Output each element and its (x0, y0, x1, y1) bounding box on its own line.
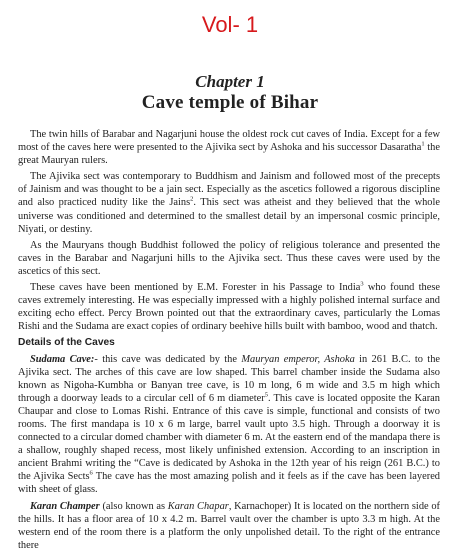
paragraph-ajivika: The Ajivika sect was contemporary to Buddhism and Jainism and followed most of the precepts of Jainism and was thought to be a jain sect. Especially as the ascetics followed a rigorous discipline and also practiced nudity like the Jains$^2$. This sect was atheist and they believed that the whole universe was conditioned and determined to the smallest detail by an impersonal cosmic principle, Niyati, or destiny. (18, 171, 440, 235)
footnote-ref: 1 (421, 140, 425, 148)
paragraph-intro: The twin hills of Barabar and Nagarjuni house the oldest rock cut caves of India. Except for a few most of the caves here were presented to the Ajivika sect by Ashoka and his successor Dasaratha$^1$ the great Mauryan rulers. (18, 129, 440, 167)
sudama-lead: Sudama Cave: (30, 353, 95, 365)
chapter-title: Cave temple of Bihar (141, 92, 319, 113)
section-heading-details: Details of the Caves (18, 337, 115, 349)
footnote-ref: 2 (190, 196, 194, 203)
chapter-body (18, 128, 440, 555)
footnote-ref: 5 (264, 391, 268, 399)
paragraph-mauryans: As the Mauryans though Buddhist followed the policy of religious tolerance and presented the caves in the Barabar and Nagarjuni hills to the Ajivika sect. Thus these caves were used by the ascetics of this sect. (18, 239, 440, 277)
paragraph-karan-champer: Karan Champer (also known as Karan Chapar, Karnachoper) It is located on the northern side of the hills. It has a floor area of 10 x 4.2 m. Barrel vault over the chamber is upto 3.3 m high. At the western end of the room there is a platform the only unpolished detail. To the right of the entrance there (18, 500, 441, 551)
volume-label: Vol- 1 (201, 12, 259, 37)
paragraph-sudama-cave: Sudama Cave:- this cave was dedicated by the Mauryan emperor, Ashoka in 261 B.C. to the Ajivika sect. The arches of this cave are low shaped. This barrel chamber inside the Sudama also known as Nigoha-Kumbha or Banyan tree cave, is 10 m long, 6 m wide and 3.5 m high which through a doorway leads to a circular cell of 6 m diameter$^5$. This cave is located opposite the Karan Chaupar and close to Lomas Rishi. Entrance of this cave is simple, functional and consists of two rooms. The first mandapa is 10 x 6 m large, barrel vault upto 3.5 high. Through a doorway it is connected to a circular domed chamber with diameter 6 m. At the eastern end of the mandapa there is a shallow, roughly shaped recess, most likely unfinished extension. According to an inscription in ancient Brahmi writing the “Cave is dedicated by Ashoka in the 12th year of his reign (261 B.C.) to the Ajivika Sects$^6$ The cave has the most amazing polish and it feels as if the cave has been layered with sheet of glass. (18, 353, 441, 496)
chapter-label: Chapter 1 (195, 72, 265, 91)
footnote-ref: 3 (360, 280, 364, 288)
karan-lead: Karan Champer (30, 500, 100, 512)
footnote-ref: 6 (89, 469, 93, 477)
paragraph-forester: These caves have been mentioned by E.M. Forester in his Passage to India$^3$ who found these caves extremely interesting. He was especially impressed with a highly polished internal surface and exciting echo effect. Percy Brown pointed out that the extraordinary caves, particularly the Lomas Rishi and the Sudama are exact copies of ordinary beehive hills built with bamboo, wood and thatch. (18, 280, 441, 333)
